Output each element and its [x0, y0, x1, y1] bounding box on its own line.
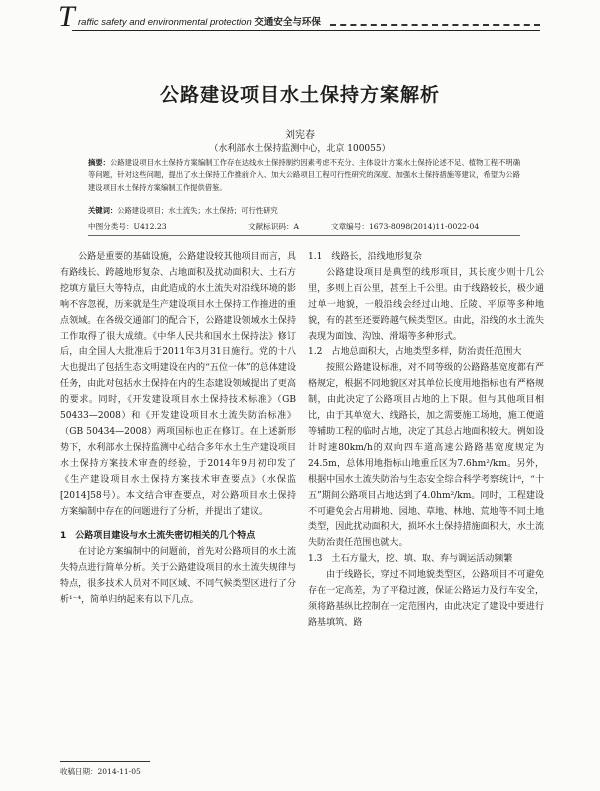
subsection-1-1-heading: 1.1 线路长，沿线地形复杂 [308, 252, 422, 262]
keywords-label: 关键词： [88, 206, 118, 215]
subsection-1-2-heading: 1.2 占地总面积大，占地类型多样，防治责任范围大 [308, 347, 522, 358]
abstract-label: 摘要： [88, 158, 110, 167]
clc-number: 中图分类号：U412.23 [88, 222, 167, 231]
document-code: 文献标识码：A [248, 222, 300, 231]
journal-name [78, 14, 321, 28]
received-date-footnote: 收稿日期：2014-11-05 [60, 767, 141, 776]
header-rule [72, 30, 540, 31]
right-column [308, 250, 544, 632]
subsection-1-1-paragraph: 公路建设项目是典型的线形项目，其长度少则十几公里，多则上百公里，甚至上千公里。由于线路较长，极少通过单一地貌，一般沿线会经过山地、丘陵、平原等多种地貌，有的甚至还要跨越气候类型区。由此，沿线的水土流失表现为面蚀、沟蚀、滑塌等多种形式。 [308, 267, 544, 342]
intro-paragraph: 公路是重要的基础设施，公路建设较其他项目而言，具有路线长、跨越地形复杂、占地面积及扰动面积大、土石方挖填方量巨大等特点，由此造成的水土流失对沿线环境的影响不容忽视，历来就是生产建设项目水土保持工作推进的重点领域。在各级交通部门的配合下，公路建设领域水土保持工作取得了很大成绩。《中华人民共和国水土保持法》修订后，由全国人大批准后于2011年3月31日施行。党的十八大也提出了包括生态文明建设在内的“五位一体”的总体建设任务，由此对包括水土保持在内的生态建设领域提出了更高的要求。同时，《开发建设项目水土保持技术标准》（GB 50433—2008）和《开发建设项目水土流失防治标准》（GB 50434—2008）两项国标也正在修订。在上述新形势下，水利部水土保持监测中心结合多年水土生产建设项目水土保持方案技术审查的经验，于2014年9月初印发了《生产建设项目水土保持方案技术审查要点》（水保监[2014]58号）。本文结合审查要点，对公路项目水土保持方案编制中存在的问题进行了分析，并提出了建议。 [60, 252, 296, 517]
section-1-heading: 1 公路项目建设与水土流失密切相关的几个特点 [60, 531, 256, 542]
journal-name-en: raffic safety and environmental protection [78, 17, 252, 28]
keywords [88, 206, 520, 216]
running-header [58, 0, 540, 36]
subsection-1-3-paragraph: 由于线路长，穿过不同地貌类型区，公路项目不可避免存在一定高差，为了平稳过渡，保证公路运力及行车安全，须将路基纵比控制在一定范围内，由此决定了建设中要进行路基填筑、路 [308, 570, 544, 628]
header-dashes [330, 12, 540, 26]
abstract-text: 公路建设项目水土保持方案编制工作存在达线水土保持制约因素考虑不充分、主体设计方案水土保持论述不足、植物工程不明确等问题，针对这些问题，提出了水土保持工作推前介入、加大公路项目工程可行性研究的深度、加强水土保持措施等建议，希望为公路建设项目水土保持方案编制工作提供借鉴。 [88, 158, 520, 192]
journal-name-cn: 交通安全与环保 [254, 17, 321, 28]
article-id: 文章编号：1673-8098(2014)11-0022-04 [331, 222, 480, 231]
subsection-1-3-heading: 1.3 土石方量大，挖、填、取、弃与调运活动频繁 [308, 554, 513, 565]
footnote-rule [60, 761, 150, 762]
abstract [88, 157, 520, 194]
keywords-text: 公路建设项目；水土流失；水土保持；可行性研究 [117, 206, 278, 215]
left-column [60, 250, 296, 609]
meta-rule [88, 235, 520, 236]
author: 刘宪春 [285, 130, 315, 141]
affiliation: （水利部水土保持监测中心，北京 100055） [209, 144, 391, 154]
article-title: 公路建设项目水土保持方案解析 [159, 84, 440, 106]
section-1-paragraph: 在讨论方案编制中的问题前，首先对公路项目的水土流失特点进行简单分析。关于公路建设项目的水土流失规律与特点，很多技术人员对不同区域、不同气候类型区进行了分析¹⁻⁴，简单归纳起来有以下几点。 [60, 547, 296, 606]
subsection-1-2-paragraph: 按照公路建设标准，对不同等级的公路路基宽度都有严格规定，根据不同地貌区对其单位长度用地指标也有严格规制，由此决定了公路项目占地的上下限。但与其他项目相比，由于其单宽大、线路长，加之需要施工场地，施工便道等辅助工程的临时占地，决定了其总占地面积较大。例如设计时速80km/h的双向四车道高速公路路基宽度规定为24.5m，总体用地指标山地重丘区为7.6hm²/km。另外，根据中国水土流失防治与生态安全综合科学考察统计⁶，“十五”期间公路项目占地达到了4.0hm²/km。同时，工程建设不可避免会占用耕地、园地、草地、林地、荒地等不同土地类型，因此扰动面积大，损坏水土保持措施面积大，水土流失防治责任范围也就大。 [308, 363, 544, 549]
journal-initial: T [58, 0, 75, 33]
